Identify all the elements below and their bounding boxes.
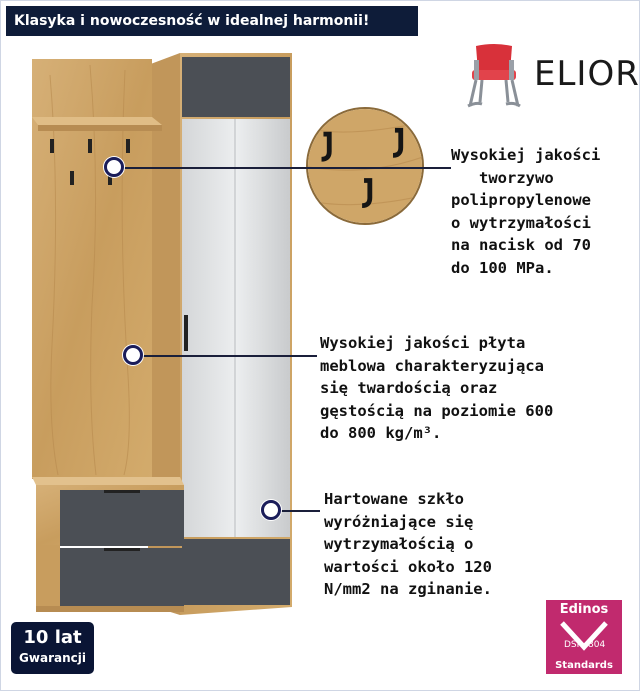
callout-marker-board — [123, 345, 143, 365]
certificate-number: 804 — [588, 640, 606, 650]
edinos-certificate-badge — [546, 600, 622, 674]
hallway-wardrobe-illustration — [30, 45, 300, 620]
chair-logo-icon — [462, 42, 526, 108]
headline-banner: Klasyka i nowoczesność w idealnej harmonii! — [6, 6, 418, 36]
callout-line-hooks — [115, 167, 451, 169]
warranty-label: Gwarancji — [19, 651, 86, 665]
hooks-closeup-image — [306, 107, 424, 225]
certificate-brand: Edinos — [559, 602, 609, 617]
brand-name: ELIOR — [534, 54, 640, 94]
callout-marker-glass — [261, 500, 281, 520]
warranty-years: 10 lat — [23, 627, 82, 648]
callout-text-hooks: Wysokiej jakości tworzywo polipropylenowe o wytrzymałości na nacisk od 70 do 100 MPa. — [451, 146, 601, 277]
warranty-badge — [11, 622, 94, 674]
callout-marker-hooks — [104, 157, 124, 177]
certificate-label: Standards — [555, 660, 613, 671]
callout-text-glass: Hartowane szkło wyróżniające się wytrzymałością o wartości około 120 N/mm2 na zginanie. — [324, 490, 492, 598]
callout-line-board — [134, 355, 317, 357]
certificate-dsi: DSI — [564, 640, 580, 650]
callout-text-board: Wysokiej jakości płyta meblowa charakteryzująca się twardością oraz gęstością na poziomie 600 do 800 kg/m³. — [320, 334, 554, 442]
check-mark-icon — [554, 617, 614, 651]
